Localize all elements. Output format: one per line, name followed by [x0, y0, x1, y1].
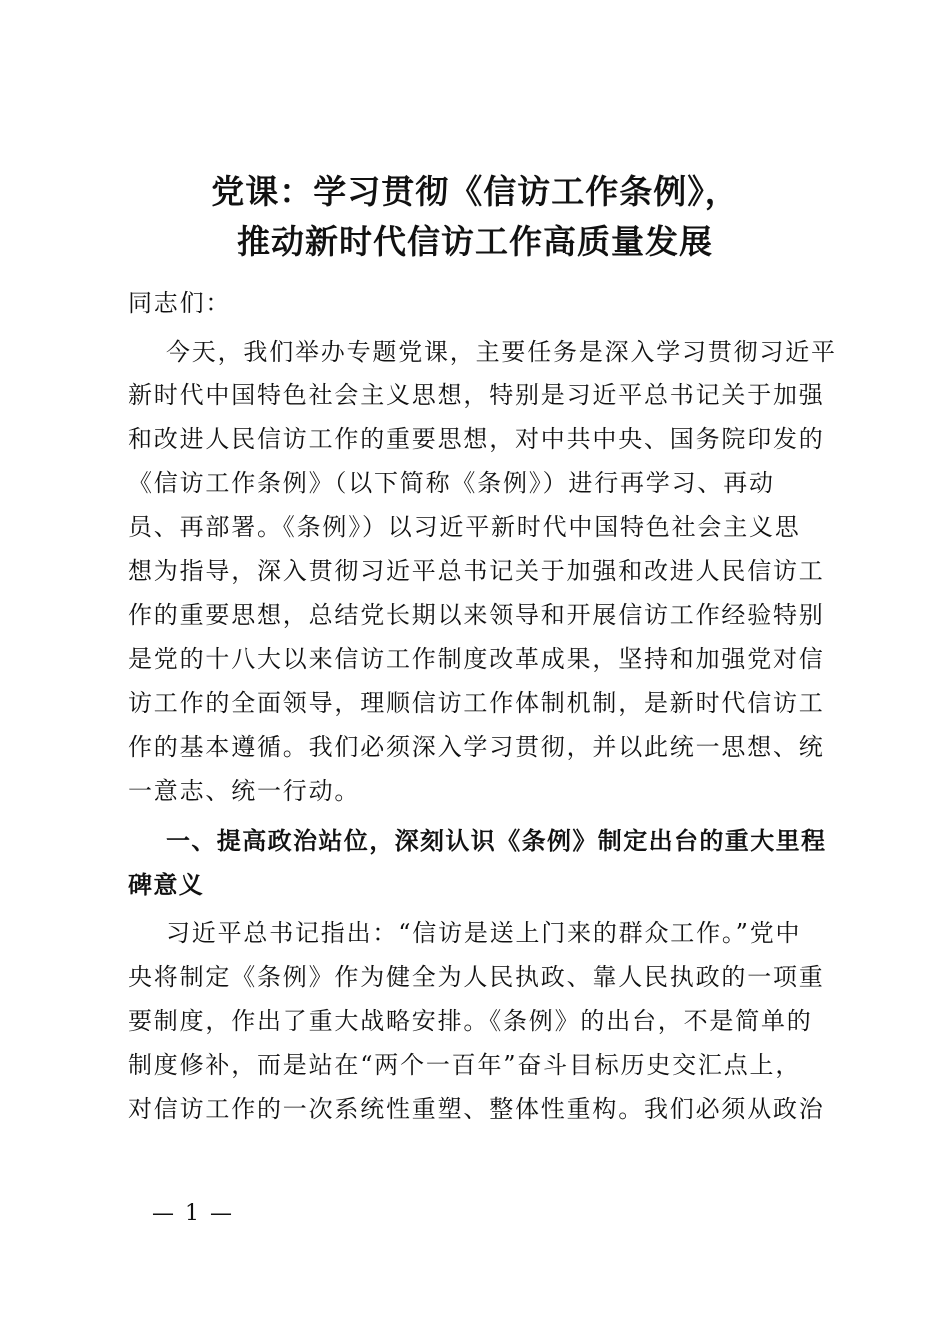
paragraph-2-line: 对信访工作的一次系统性重塑、整体性重构。我们必须从政治	[128, 1095, 825, 1123]
paragraph-1-line: 《信访工作条例》（以下简称《条例》）进行再学习、再动	[128, 469, 775, 497]
section-1-heading-line: 碑意义	[128, 871, 205, 899]
paragraph-2-line: 要制度，作出了重大战略安排。《条例》的出台，不是简单的	[128, 1007, 813, 1035]
paragraph-1-line: 访工作的全面领导，理顺信访工作体制机制，是新时代信访工	[128, 689, 825, 717]
paragraph-1-line: 和改进人民信访工作的重要思想，对中共中央、国务院印发的	[128, 425, 825, 453]
document-title-line-1: 党课：学习贯彻《信访工作条例》，	[211, 172, 739, 211]
paragraph-1-line: 是党的十八大以来信访工作制度改革成果，坚持和加强党对信	[128, 645, 825, 673]
document-title-line-2: 推动新时代信访工作高质量发展	[237, 222, 713, 261]
section-1-heading-line: 一、提高政治站位，深刻认识《条例》制定出台的重大里程	[166, 827, 827, 855]
paragraph-2-line: 央将制定《条例》作为健全为人民执政、靠人民执政的一项重	[128, 963, 825, 991]
paragraph-1-line: 新时代中国特色社会主义思想，特别是习近平总书记关于加强	[128, 381, 825, 409]
paragraph-1-line: 一意志、统一行动。	[128, 777, 361, 805]
paragraph-2-line: 制度修补，而是站在“两个一百年”奋斗目标历史交汇点上，	[128, 1051, 802, 1079]
paragraph-1-line: 员、再部署。《条例》）以习近平新时代中国特色社会主义思	[128, 513, 801, 541]
paragraph-1-line: 想为指导，深入贯彻习近平总书记关于加强和改进人民信访工	[128, 557, 825, 585]
page-number: — 1 —	[152, 1201, 234, 1226]
paragraph-1-line: 作的重要思想，总结党长期以来领导和开展信访工作经验特别	[128, 601, 825, 629]
paragraph-2-line: 习近平总书记指出：“信访是送上门来的群众工作。”党中	[166, 919, 802, 947]
salutation: 同志们：	[128, 289, 232, 317]
paragraph-1-line: 作的基本遵循。我们必须深入学习贯彻，并以此统一思想、统	[128, 733, 825, 761]
paragraph-1-line: 今天，我们举办专题党课，主要任务是深入学习贯彻习近平	[166, 338, 837, 366]
